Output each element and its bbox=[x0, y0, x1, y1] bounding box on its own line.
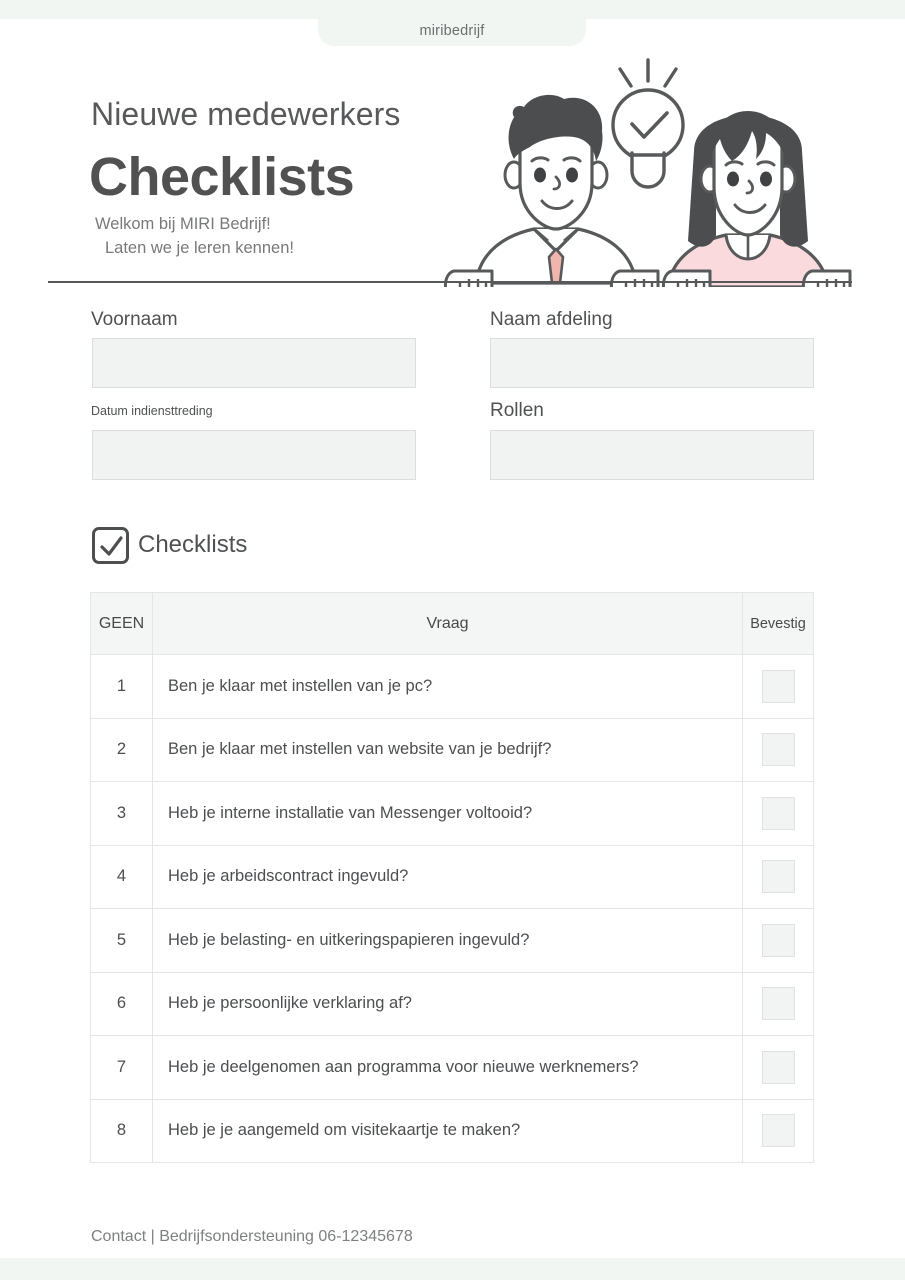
row-confirm-cell bbox=[743, 972, 814, 1036]
lightbulb-base-icon bbox=[632, 153, 664, 187]
checklist-table bbox=[90, 592, 814, 1163]
row-confirm-cell bbox=[743, 845, 814, 909]
row-number: 3 bbox=[91, 782, 153, 846]
row-confirm-cell bbox=[743, 1036, 814, 1100]
row-question: Heb je arbeidscontract ingevuld? bbox=[153, 845, 743, 909]
column-header-vraag: Vraag bbox=[153, 593, 743, 655]
row-confirm-checkbox[interactable] bbox=[762, 797, 795, 830]
lightbulb-icon bbox=[613, 90, 683, 160]
header-subtitle-line2: Laten we je leren kennen! bbox=[105, 239, 294, 257]
page-title: Checklists bbox=[89, 147, 355, 207]
top-color-band bbox=[0, 0, 905, 19]
table-row bbox=[91, 782, 814, 846]
row-confirm-checkbox[interactable] bbox=[762, 1051, 795, 1084]
checklists-checkbox[interactable] bbox=[92, 527, 129, 564]
table-row bbox=[91, 718, 814, 782]
field-label-naam-afdeling: Naam afdeling bbox=[490, 309, 613, 330]
checklists-heading: Checklists bbox=[138, 531, 248, 558]
header-kicker: Nieuwe medewerkers bbox=[91, 96, 401, 132]
column-header-bevestig: Bevestig bbox=[743, 593, 814, 655]
female-character bbox=[668, 111, 828, 287]
row-confirm-checkbox[interactable] bbox=[762, 987, 795, 1020]
row-number: 1 bbox=[91, 655, 153, 719]
row-question: Heb je interne installatie van Messenger voltooid? bbox=[153, 782, 743, 846]
header-illustration bbox=[436, 55, 856, 287]
table-row bbox=[91, 845, 814, 909]
row-confirm-checkbox[interactable] bbox=[762, 733, 795, 766]
bottom-color-band bbox=[0, 1258, 905, 1280]
row-confirm-cell bbox=[743, 909, 814, 973]
row-number: 7 bbox=[91, 1036, 153, 1100]
brand-tab-label: miribedrijf bbox=[419, 23, 485, 39]
field-label-voornaam: Voornaam bbox=[91, 309, 178, 330]
field-label-rollen: Rollen bbox=[490, 400, 544, 421]
row-number: 5 bbox=[91, 909, 153, 973]
row-question: Heb je deelgenomen aan programma voor nieuwe werknemers? bbox=[153, 1036, 743, 1100]
table-header-row bbox=[91, 593, 814, 655]
check-icon bbox=[99, 535, 124, 558]
necktie bbox=[549, 249, 563, 283]
header-divider-rule bbox=[48, 281, 852, 283]
row-question: Ben je klaar met instellen van je pc? bbox=[153, 655, 743, 719]
rollen-input[interactable] bbox=[490, 430, 814, 480]
row-confirm-checkbox[interactable] bbox=[762, 860, 795, 893]
table-row bbox=[91, 655, 814, 719]
table-row bbox=[91, 1036, 814, 1100]
row-question: Heb je je aangemeld om visitekaartje te maken? bbox=[153, 1099, 743, 1163]
row-confirm-checkbox[interactable] bbox=[762, 670, 795, 703]
row-confirm-checkbox[interactable] bbox=[762, 924, 795, 957]
header-subtitle-line1: Welkom bij MIRI Bedrijf! bbox=[95, 215, 271, 233]
row-question: Heb je persoonlijke verklaring af? bbox=[153, 972, 743, 1036]
row-confirm-cell bbox=[743, 718, 814, 782]
row-question: Ben je klaar met instellen van website van je bedrijf? bbox=[153, 718, 743, 782]
row-number: 2 bbox=[91, 718, 153, 782]
voornaam-input[interactable] bbox=[92, 338, 416, 388]
table-header bbox=[91, 593, 814, 655]
row-confirm-cell bbox=[743, 1099, 814, 1163]
row-number: 8 bbox=[91, 1099, 153, 1163]
row-confirm-checkbox[interactable] bbox=[762, 1114, 795, 1147]
naam-afdeling-input[interactable] bbox=[490, 338, 814, 388]
header-subtitle bbox=[95, 212, 294, 260]
field-label-datum-indiensttreding: Datum indiensttreding bbox=[91, 404, 213, 418]
row-confirm-cell bbox=[743, 655, 814, 719]
datum-indiensttreding-input[interactable] bbox=[92, 430, 416, 480]
column-header-geen: GEEN bbox=[91, 593, 153, 655]
table-row bbox=[91, 909, 814, 973]
row-number: 4 bbox=[91, 845, 153, 909]
table-row bbox=[91, 972, 814, 1036]
row-question: Heb je belasting- en uitkeringspapieren ingevuld? bbox=[153, 909, 743, 973]
row-number: 6 bbox=[91, 972, 153, 1036]
row-confirm-cell bbox=[743, 782, 814, 846]
lightbulb-rays-icon bbox=[620, 60, 676, 86]
footer-contact: Contact | Bedrijfsondersteuning 06-12345678 bbox=[91, 1228, 413, 1245]
table-body bbox=[91, 655, 814, 1163]
table-row bbox=[91, 1099, 814, 1163]
